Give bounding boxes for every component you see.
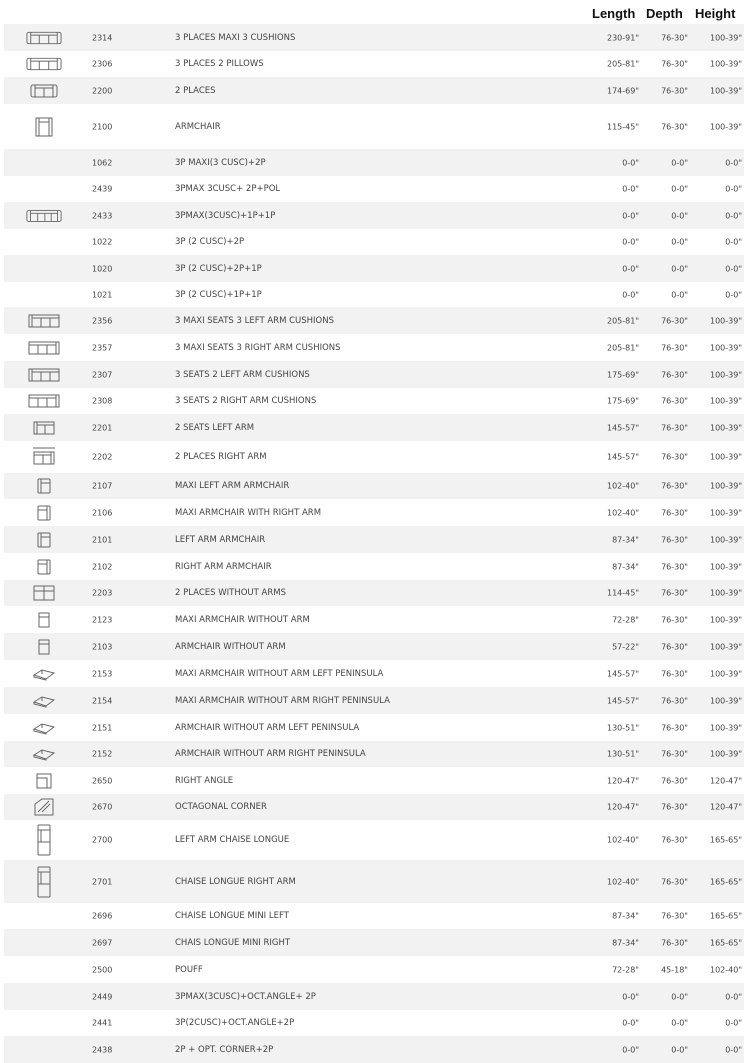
depth-value: 76-30" bbox=[661, 33, 688, 42]
product-code: 2152 bbox=[92, 749, 113, 759]
depth-value: 76-30" bbox=[661, 370, 688, 379]
depth-value: 0-0" bbox=[671, 237, 688, 247]
product-code: 2306 bbox=[92, 59, 113, 69]
empty-icon-cell bbox=[26, 180, 62, 198]
depth-value: 0-0" bbox=[671, 264, 688, 273]
table-row bbox=[4, 553, 744, 580]
empty-icon-cell bbox=[26, 1041, 62, 1059]
depth-value: 0-0" bbox=[671, 1045, 688, 1054]
length-value: 0-0" bbox=[622, 184, 639, 194]
table-row bbox=[4, 77, 744, 104]
product-code: 2438 bbox=[92, 1045, 113, 1054]
product-code: 2107 bbox=[92, 481, 113, 491]
depth-value: 76-30" bbox=[661, 749, 688, 759]
product-code: 2433 bbox=[92, 211, 113, 220]
product-name: 2 PLACES bbox=[175, 85, 216, 96]
product-name: MAXI ARMCHAIR WITHOUT ARM bbox=[175, 614, 310, 625]
product-name: 2P + OPT. CORNER+2P bbox=[175, 1044, 274, 1055]
table-row bbox=[4, 388, 744, 414]
height-value: 165-65" bbox=[709, 938, 742, 947]
height-value: 100-39" bbox=[709, 59, 742, 69]
table-row bbox=[4, 983, 744, 1010]
product-name: ARMCHAIR WITHOUT ARM bbox=[175, 641, 286, 652]
length-value: 120-47" bbox=[606, 802, 639, 812]
product-code: 2441 bbox=[92, 1018, 113, 1028]
armchair-icon bbox=[26, 118, 62, 136]
height-value: 100-39" bbox=[709, 669, 742, 678]
product-code: 2314 bbox=[92, 33, 113, 42]
product-code: 2100 bbox=[92, 122, 113, 131]
table-row bbox=[4, 929, 744, 956]
height-value: 100-39" bbox=[709, 481, 742, 491]
chaise-longue-icon bbox=[26, 873, 62, 891]
empty-icon-cell bbox=[26, 286, 62, 304]
depth-value: 76-30" bbox=[661, 776, 688, 785]
product-code: 2701 bbox=[92, 877, 113, 886]
table-row bbox=[4, 414, 744, 441]
table-row bbox=[4, 24, 744, 51]
length-value: 57-22" bbox=[612, 642, 639, 651]
depth-value: 76-30" bbox=[661, 535, 688, 544]
height-value: 100-39" bbox=[709, 86, 742, 95]
height-value: 102-40" bbox=[709, 965, 742, 974]
table-row bbox=[4, 526, 744, 553]
height-value: 0-0" bbox=[725, 184, 742, 194]
peninsula-icon bbox=[26, 719, 62, 737]
length-value: 145-57" bbox=[606, 452, 639, 462]
empty-icon-cell bbox=[26, 907, 62, 925]
depth-value: 0-0" bbox=[671, 290, 688, 299]
product-name: CHAISE LONGUE MINI LEFT bbox=[175, 911, 289, 921]
product-code: 2151 bbox=[92, 723, 113, 732]
product-name: MAXI ARMCHAIR WITH RIGHT ARM bbox=[175, 507, 322, 518]
height-value: 165-65" bbox=[709, 877, 742, 886]
height-value: 100-39" bbox=[709, 588, 742, 598]
table-row bbox=[4, 202, 744, 229]
depth-value: 76-30" bbox=[661, 86, 688, 95]
depth-value: 76-30" bbox=[661, 423, 688, 432]
length-value: 0-0" bbox=[622, 1018, 639, 1028]
product-code: 2154 bbox=[92, 696, 113, 705]
table-row bbox=[4, 767, 744, 794]
product-name: MAXI ARMCHAIR WITHOUT ARM RIGHT PENINSULA bbox=[175, 695, 390, 706]
sofa-right-arm-icon bbox=[26, 392, 62, 410]
product-code: 2103 bbox=[92, 642, 113, 651]
table-row bbox=[4, 956, 744, 983]
height-value: 100-39" bbox=[709, 343, 742, 352]
height-value: 100-39" bbox=[709, 749, 742, 759]
product-name: 3 SEATS 2 RIGHT ARM CUSHIONS bbox=[175, 396, 317, 406]
armchair-armless-icon bbox=[26, 611, 62, 629]
product-code: 2500 bbox=[92, 965, 113, 974]
length-value: 0-0" bbox=[622, 237, 639, 247]
product-name: MAXI ARMCHAIR WITHOUT ARM LEFT PENINSULA bbox=[175, 668, 384, 679]
peninsula-icon bbox=[26, 692, 62, 710]
product-name: 3P MAXI(3 CUSC)+2P bbox=[175, 157, 266, 168]
depth-value: 76-30" bbox=[661, 911, 688, 921]
octagonal-corner-icon bbox=[26, 798, 62, 816]
length-value: 114-45" bbox=[606, 588, 639, 598]
peninsula-icon bbox=[26, 745, 62, 763]
product-code: 2700 bbox=[92, 835, 113, 845]
length-value: 120-47" bbox=[606, 776, 639, 785]
sofa-2-seat-right-icon bbox=[26, 448, 62, 466]
product-name: 3PMAX(3CUSC)+OCT.ANGLE+ 2P bbox=[175, 991, 316, 1002]
table-row bbox=[4, 1010, 744, 1036]
armchair-left-icon bbox=[26, 531, 62, 549]
product-name: 2 SEATS LEFT ARM bbox=[175, 422, 255, 433]
product-code: 2356 bbox=[92, 316, 113, 325]
product-name: 3PMAX(3CUSC)+1P+1P bbox=[175, 210, 276, 221]
table-row bbox=[4, 794, 744, 820]
height-value: 100-39" bbox=[709, 122, 742, 131]
product-code: 2439 bbox=[92, 184, 113, 194]
table-row bbox=[4, 687, 744, 714]
product-name: RIGHT ARM ARMCHAIR bbox=[175, 561, 272, 572]
empty-icon-cell bbox=[26, 934, 62, 952]
length-value: 205-81" bbox=[606, 59, 639, 69]
height-value: 120-47" bbox=[709, 776, 742, 785]
table-row bbox=[4, 1036, 744, 1063]
product-name: 2 PLACES WITHOUT ARMS bbox=[175, 588, 286, 598]
length-value: 145-57" bbox=[606, 669, 639, 678]
product-name: 3P (2 CUSC)+1P+1P bbox=[175, 289, 262, 300]
length-value: 130-51" bbox=[606, 723, 639, 732]
depth-value: 0-0" bbox=[671, 184, 688, 194]
sofa-3-seat-icon bbox=[26, 55, 62, 73]
length-value: 72-28" bbox=[612, 615, 639, 624]
product-code: 2101 bbox=[92, 535, 113, 544]
product-code: 1022 bbox=[92, 237, 113, 247]
length-value: 87-34" bbox=[612, 911, 639, 921]
table-row bbox=[4, 860, 744, 903]
length-value: 205-81" bbox=[606, 343, 639, 352]
table-row bbox=[4, 441, 744, 473]
length-value: 145-57" bbox=[606, 423, 639, 432]
product-code: 2153 bbox=[92, 669, 113, 678]
depth-value: 76-30" bbox=[661, 669, 688, 678]
depth-value: 76-30" bbox=[661, 562, 688, 571]
product-code: 2106 bbox=[92, 508, 113, 517]
length-value: 87-34" bbox=[612, 562, 639, 571]
corner-angle-icon bbox=[26, 772, 62, 790]
height-value: 100-39" bbox=[709, 696, 742, 705]
height-value: 165-65" bbox=[709, 835, 742, 845]
length-value: 174-69" bbox=[606, 86, 639, 95]
length-value: 0-0" bbox=[622, 264, 639, 273]
height-value: 0-0" bbox=[725, 290, 742, 299]
depth-value: 0-0" bbox=[671, 158, 688, 167]
height-value: 100-39" bbox=[709, 723, 742, 732]
product-name: 3 PLACES MAXI 3 CUSHIONS bbox=[175, 32, 296, 43]
table-row bbox=[4, 104, 744, 149]
length-value: 0-0" bbox=[622, 158, 639, 167]
sofa-left-arm-icon bbox=[26, 366, 62, 384]
product-name: ARMCHAIR WITHOUT ARM LEFT PENINSULA bbox=[175, 722, 360, 733]
length-value: 102-40" bbox=[606, 877, 639, 886]
length-value: 0-0" bbox=[622, 992, 639, 1001]
empty-icon-cell bbox=[26, 988, 62, 1006]
height-value: 100-39" bbox=[709, 642, 742, 651]
table-row bbox=[4, 229, 744, 255]
table-row bbox=[4, 741, 744, 767]
header-height: Height bbox=[695, 6, 736, 21]
depth-value: 0-0" bbox=[671, 1018, 688, 1028]
table-row bbox=[4, 606, 744, 633]
empty-icon-cell bbox=[26, 154, 62, 172]
depth-value: 76-30" bbox=[661, 723, 688, 732]
table-row bbox=[4, 334, 744, 361]
product-name: ARMCHAIR WITHOUT ARM RIGHT PENINSULA bbox=[175, 749, 366, 759]
header-length: Length bbox=[592, 6, 636, 21]
product-name: POUFF bbox=[175, 964, 203, 975]
height-value: 100-39" bbox=[709, 396, 742, 406]
length-value: 102-40" bbox=[606, 481, 639, 491]
product-code: 2202 bbox=[92, 452, 113, 462]
product-name: 3 MAXI SEATS 3 LEFT ARM CUSHIONS bbox=[175, 315, 335, 326]
depth-value: 0-0" bbox=[671, 992, 688, 1001]
table-row bbox=[4, 580, 744, 606]
depth-value: 76-30" bbox=[661, 615, 688, 624]
product-name: 3 MAXI SEATS 3 RIGHT ARM CUSHIONS bbox=[175, 342, 341, 353]
depth-value: 76-30" bbox=[661, 877, 688, 886]
product-name: MAXI LEFT ARM ARMCHAIR bbox=[175, 481, 290, 491]
length-value: 72-28" bbox=[612, 965, 639, 974]
table-row bbox=[4, 361, 744, 388]
product-code: 2357 bbox=[92, 343, 113, 352]
depth-value: 76-30" bbox=[661, 343, 688, 352]
table-row bbox=[4, 633, 744, 660]
depth-value: 76-30" bbox=[661, 508, 688, 517]
height-value: 100-39" bbox=[709, 423, 742, 432]
height-value: 0-0" bbox=[725, 264, 742, 273]
product-code: 2201 bbox=[92, 423, 113, 432]
product-code: 2308 bbox=[92, 396, 113, 406]
product-code: 1021 bbox=[92, 290, 113, 299]
sofa-3-seat-icon bbox=[26, 29, 62, 47]
length-value: 0-0" bbox=[622, 211, 639, 220]
height-value: 0-0" bbox=[725, 992, 742, 1001]
table-row bbox=[4, 149, 744, 176]
table-row bbox=[4, 255, 744, 282]
height-value: 100-39" bbox=[709, 370, 742, 379]
length-value: 0-0" bbox=[622, 290, 639, 299]
product-code: 2123 bbox=[92, 615, 113, 624]
height-value: 100-39" bbox=[709, 33, 742, 42]
product-code: 2696 bbox=[92, 911, 113, 921]
sofa-right-arm-icon bbox=[26, 339, 62, 357]
product-name: 3P (2 CUSC)+2P+1P bbox=[175, 263, 262, 274]
product-name: CHAIS LONGUE MINI RIGHT bbox=[175, 937, 291, 948]
height-value: 100-39" bbox=[709, 562, 742, 571]
product-code: 2449 bbox=[92, 992, 113, 1001]
product-code: 2102 bbox=[92, 562, 113, 571]
length-value: 87-34" bbox=[612, 535, 639, 544]
sofa-4-seat-icon bbox=[26, 207, 62, 225]
armchair-right-icon bbox=[26, 504, 62, 522]
empty-icon-cell bbox=[26, 260, 62, 278]
depth-value: 76-30" bbox=[661, 316, 688, 325]
table-row bbox=[4, 307, 744, 334]
length-value: 175-69" bbox=[606, 396, 639, 406]
length-value: 230-91" bbox=[606, 33, 639, 42]
product-code: 2203 bbox=[92, 588, 113, 598]
length-value: 130-51" bbox=[606, 749, 639, 759]
product-name: CHAISE LONGUE RIGHT ARM bbox=[175, 876, 296, 887]
armchair-armless-icon bbox=[26, 638, 62, 656]
length-value: 145-57" bbox=[606, 696, 639, 705]
height-value: 100-39" bbox=[709, 615, 742, 624]
header-depth: Depth bbox=[646, 6, 683, 21]
length-value: 205-81" bbox=[606, 316, 639, 325]
product-code: 2670 bbox=[92, 802, 113, 812]
depth-value: 76-30" bbox=[661, 396, 688, 406]
table-row bbox=[4, 499, 744, 526]
armchair-left-icon bbox=[26, 477, 62, 495]
product-name: LEFT ARM CHAISE LONGUE bbox=[175, 835, 290, 845]
depth-value: 76-30" bbox=[661, 481, 688, 491]
table-row bbox=[4, 473, 744, 499]
table-row bbox=[4, 903, 744, 929]
height-value: 0-0" bbox=[725, 237, 742, 247]
length-value: 0-0" bbox=[622, 1045, 639, 1054]
table-header bbox=[0, 0, 750, 24]
depth-value: 0-0" bbox=[671, 211, 688, 220]
height-value: 120-47" bbox=[709, 802, 742, 812]
empty-icon-cell bbox=[26, 233, 62, 251]
depth-value: 76-30" bbox=[661, 696, 688, 705]
sofa-2-seat-icon bbox=[26, 82, 62, 100]
depth-value: 76-30" bbox=[661, 802, 688, 812]
armchair-right-icon bbox=[26, 558, 62, 576]
product-code: 2307 bbox=[92, 370, 113, 379]
empty-icon-cell bbox=[26, 1014, 62, 1032]
depth-value: 45-18" bbox=[661, 965, 688, 974]
table-row bbox=[4, 176, 744, 202]
height-value: 100-39" bbox=[709, 452, 742, 462]
peninsula-icon bbox=[26, 665, 62, 683]
table-row bbox=[4, 820, 744, 860]
height-value: 0-0" bbox=[725, 1045, 742, 1054]
product-name: OCTAGONAL CORNER bbox=[175, 802, 267, 812]
product-code: 1020 bbox=[92, 264, 113, 273]
product-name: 3 SEATS 2 LEFT ARM CUSHIONS bbox=[175, 369, 310, 380]
length-value: 175-69" bbox=[606, 370, 639, 379]
product-name: LEFT ARM ARMCHAIR bbox=[175, 534, 266, 545]
depth-value: 76-30" bbox=[661, 59, 688, 69]
product-name: 3P (2 CUSC)+2P bbox=[175, 237, 245, 247]
depth-value: 76-30" bbox=[661, 642, 688, 651]
product-code: 2200 bbox=[92, 86, 113, 95]
height-value: 100-39" bbox=[709, 535, 742, 544]
depth-value: 76-30" bbox=[661, 938, 688, 947]
product-name: 3 PLACES 2 PILLOWS bbox=[175, 59, 264, 69]
product-name: 3PMAX 3CUSC+ 2P+POL bbox=[175, 184, 281, 194]
chaise-longue-icon bbox=[26, 831, 62, 849]
height-value: 0-0" bbox=[725, 1018, 742, 1028]
length-value: 102-40" bbox=[606, 508, 639, 517]
product-name: ARMCHAIR bbox=[175, 121, 221, 132]
length-value: 115-45" bbox=[606, 122, 639, 131]
sofa-2-seat-armless-icon bbox=[26, 584, 62, 602]
height-value: 100-39" bbox=[709, 316, 742, 325]
depth-value: 76-30" bbox=[661, 588, 688, 598]
height-value: 165-65" bbox=[709, 911, 742, 921]
height-value: 0-0" bbox=[725, 211, 742, 220]
table-row bbox=[4, 660, 744, 687]
product-code: 2697 bbox=[92, 938, 113, 947]
table-row bbox=[4, 51, 744, 77]
product-code: 1062 bbox=[92, 158, 113, 167]
depth-value: 76-30" bbox=[661, 452, 688, 462]
depth-value: 76-30" bbox=[661, 122, 688, 131]
product-name: RIGHT ANGLE bbox=[175, 775, 234, 786]
length-value: 102-40" bbox=[606, 835, 639, 845]
product-code: 2650 bbox=[92, 776, 113, 785]
table-row bbox=[4, 282, 744, 307]
empty-icon-cell bbox=[26, 961, 62, 979]
table-row bbox=[4, 714, 744, 741]
height-value: 100-39" bbox=[709, 508, 742, 517]
sofa-2-seat-left-icon bbox=[26, 419, 62, 437]
product-name: 3P(2CUSC)+OCT.ANGLE+2P bbox=[175, 1018, 295, 1028]
sofa-left-arm-icon bbox=[26, 312, 62, 330]
length-value: 87-34" bbox=[612, 938, 639, 947]
product-name: 2 PLACES RIGHT ARM bbox=[175, 452, 267, 462]
height-value: 0-0" bbox=[725, 158, 742, 167]
depth-value: 76-30" bbox=[661, 835, 688, 845]
product-table bbox=[4, 24, 744, 1063]
